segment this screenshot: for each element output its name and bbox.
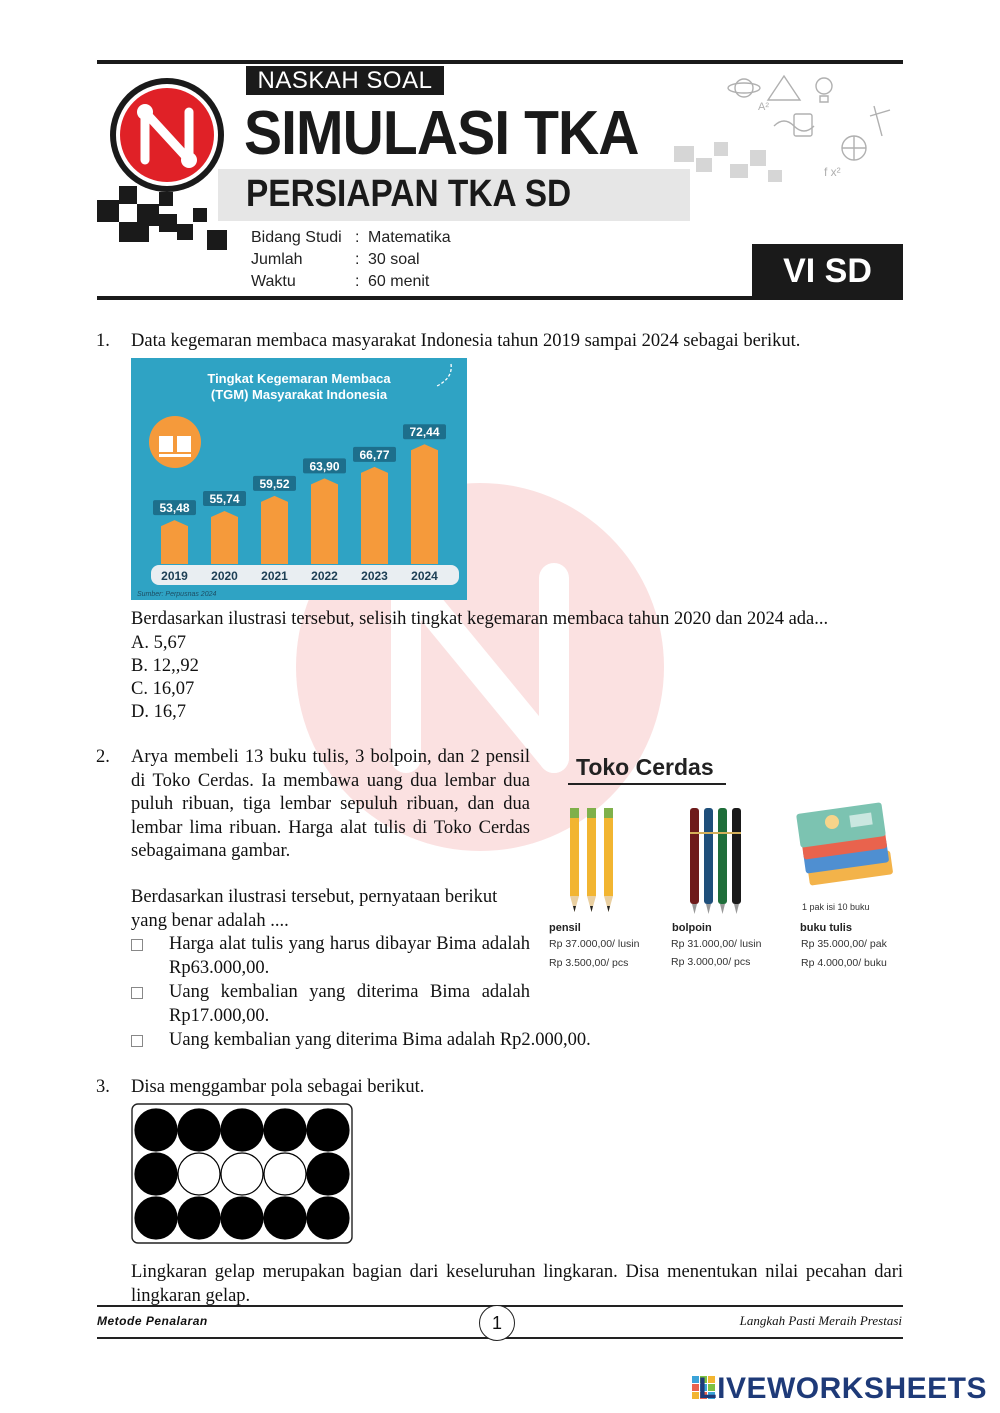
liveworksheets-brand[interactable]: LIVEWORKSHEETS xyxy=(698,1372,987,1405)
meta-time: Waktu : 60 menit xyxy=(251,273,430,290)
dark-circle xyxy=(178,1197,220,1239)
product-price: Rp 4.000,00/ buku xyxy=(801,957,887,969)
data-label: 55,74 xyxy=(209,492,240,507)
dark-circle xyxy=(307,1197,349,1239)
q3-question: Lingkaran gelap merupakan bagian dari keseluruhan lingkaran. Disa menentukan nilai pecahan dari lingkaran gelap. xyxy=(131,1262,903,1306)
light-circle xyxy=(221,1153,263,1195)
q2-text: Arya membeli 13 buku tulis, 3 bolpoin, dan 2 pensil di Toko Cerdas. Ia membawa uang dua lembar dua puluh ribuan, tiga lembar sepuluh ribuan, dan dua lembar lima ribuan. Harga alat tulis di Toko Cerdas sebagaimana gambar. xyxy=(131,747,530,861)
dark-circle xyxy=(135,1153,177,1195)
meta-key: Jumlah xyxy=(251,251,303,268)
store-title-underline xyxy=(568,783,726,785)
dark-circle xyxy=(264,1109,306,1151)
meta-count: Jumlah : 30 soal xyxy=(251,251,420,268)
dark-circle xyxy=(135,1109,177,1151)
product-name: bolpoin xyxy=(672,922,712,934)
product-price: Rp 3.000,00/ pcs xyxy=(671,956,751,968)
statement-text: Uang kembalian yang diterima Bima adalah Rp2.000,00. xyxy=(169,1030,591,1050)
q3-number: 3. xyxy=(96,1077,110,1097)
q3-text: Disa menggambar pola sebagai berikut. xyxy=(131,1077,425,1097)
data-label: 66,77 xyxy=(359,447,390,462)
product-price: Rp 3.500,00/ pcs xyxy=(549,957,629,969)
meta-subject: Bidang Studi : Matematika xyxy=(251,229,451,246)
product-name: buku tulis xyxy=(800,922,852,934)
light-circle xyxy=(178,1153,220,1195)
data-label: 59,52 xyxy=(259,476,290,491)
circle-pattern xyxy=(131,1103,353,1244)
product-price: Rp 35.000,00/ pak xyxy=(801,938,887,950)
x-tick-label: 2019 xyxy=(161,569,188,583)
chart-bar xyxy=(361,467,388,564)
q1-option-d[interactable]: D. 16,7 xyxy=(131,702,186,722)
pencils-image xyxy=(562,804,624,916)
checkbox[interactable] xyxy=(131,1035,143,1047)
meta-key: Bidang Studi xyxy=(251,229,342,246)
tgm-bar-chart xyxy=(131,358,467,600)
x-tick-label: 2022 xyxy=(311,569,338,583)
footer-right: Langkah Pasti Meraih Prestasi xyxy=(739,1313,902,1328)
data-label: 72,44 xyxy=(409,425,440,440)
store-title: Toko Cerdas xyxy=(576,754,714,780)
page-subtitle: PERSIAPAN TKA SD xyxy=(246,173,572,215)
header-tag: NASKAH SOAL xyxy=(246,66,444,95)
pack-note: 1 pak isi 10 buku xyxy=(802,902,870,912)
q2-statement xyxy=(131,981,530,1028)
statement-text: Harga alat tulis yang harus dibayar Bima adalah Rp63.000,00. xyxy=(169,934,530,978)
x-tick-label: 2020 xyxy=(211,569,238,583)
pens-image xyxy=(684,804,750,916)
book-icon xyxy=(149,416,201,468)
checkbox[interactable] xyxy=(131,939,143,951)
statement-text: Uang kembalian yang diterima Bima adalah Rp17.000,00. xyxy=(169,982,530,1026)
svg-text:f x²: f x² xyxy=(824,165,841,179)
page-title: SIMULASI TKA xyxy=(244,99,639,168)
dark-circle xyxy=(178,1109,220,1151)
brand-logo xyxy=(108,76,226,194)
product-price: Rp 37.000,00/ lusin xyxy=(549,938,640,950)
meta-value: Matematika xyxy=(368,229,451,246)
chart-bar xyxy=(311,478,338,564)
chart-bar xyxy=(261,496,288,564)
svg-text:A²: A² xyxy=(758,101,769,113)
chart-bar xyxy=(211,511,238,564)
q2-number: 2. xyxy=(96,747,110,767)
q1-number: 1. xyxy=(96,331,110,351)
meta-value: 30 soal xyxy=(368,251,420,268)
q1-option-b[interactable]: B. 12,,92 xyxy=(131,656,199,676)
data-label: 63,90 xyxy=(309,459,340,474)
dark-circle xyxy=(221,1197,263,1239)
dark-circle xyxy=(221,1109,263,1151)
dark-circle xyxy=(307,1109,349,1151)
notebooks-image xyxy=(794,800,898,896)
header-bottom-rule xyxy=(97,296,903,300)
dark-circle xyxy=(264,1197,306,1239)
dark-circle xyxy=(135,1197,177,1239)
dark-circle xyxy=(307,1153,349,1195)
pixel-blocks-left xyxy=(97,186,237,250)
footer-left: Metode Penalaran xyxy=(97,1314,208,1328)
meta-key: Waktu xyxy=(251,273,296,290)
q1-text: Data kegemaran membaca masyarakat Indonesia tahun 2019 sampai 2024 sebagai berikut. xyxy=(131,331,801,351)
doodle-decoration xyxy=(674,66,900,196)
q2-statement xyxy=(131,933,530,980)
chart-source: Sumber: Perpusnas 2024 xyxy=(137,591,217,598)
chart-bar xyxy=(411,444,438,564)
checkbox[interactable] xyxy=(131,987,143,999)
data-label: 53,48 xyxy=(159,501,190,516)
meta-value: 60 menit xyxy=(368,273,430,290)
q2-statement xyxy=(131,1029,691,1053)
chart-title: (TGM) Masyarakat Indonesia xyxy=(210,387,388,402)
x-tick-label: 2024 xyxy=(411,569,438,583)
product-name: pensil xyxy=(549,922,581,934)
q1-option-c[interactable]: C. 16,07 xyxy=(131,679,195,699)
product-price: Rp 31.000,00/ lusin xyxy=(671,938,762,950)
q1-question: Berdasarkan ilustrasi tersebut, selisih tingkat kegemaran membaca tahun 2020 dan 2024 ada... xyxy=(131,609,829,629)
q1-option-a[interactable]: A. 5,67 xyxy=(131,633,186,653)
x-tick-label: 2023 xyxy=(361,569,388,583)
page-number: 1 xyxy=(479,1305,515,1341)
header-top-rule xyxy=(97,60,903,64)
chart-bar xyxy=(161,520,188,564)
q2-question: Berdasarkan ilustrasi tersebut, pernyataan berikut yang benar adalah .... xyxy=(131,887,498,931)
chart-title: Tingkat Kegemaran Membaca xyxy=(207,371,391,386)
x-tick-label: 2021 xyxy=(261,569,288,583)
grade-badge: VI SD xyxy=(752,244,903,296)
light-circle xyxy=(264,1153,306,1195)
